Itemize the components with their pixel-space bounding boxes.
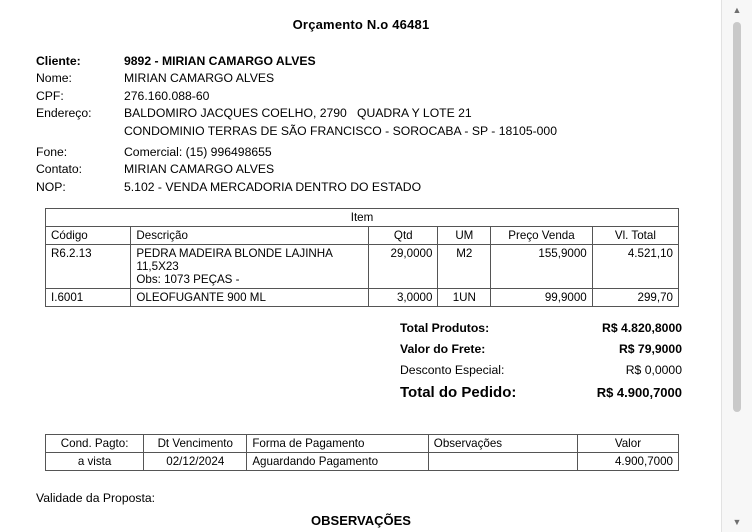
item-vl-total: 4.521,10 — [592, 245, 678, 289]
total-produtos-label: Total Produtos: — [400, 321, 490, 335]
item-descricao: PEDRA MADEIRA BLONDE LAJINHA 11,5X23 — [136, 247, 333, 273]
total-produtos-value: R$ 4.820,8000 — [602, 321, 682, 335]
customer-row-cliente — [36, 53, 557, 70]
item-descricao: OLEOFUGANTE 900 ML — [136, 291, 266, 304]
items-header-qtd: Qtd — [369, 227, 438, 245]
customer-label-nome: Nome: — [36, 71, 72, 86]
items-header-um: UM — [438, 227, 491, 245]
customer-label-endereco-2 — [36, 123, 124, 140]
total-produtos-row — [400, 321, 682, 335]
validade-proposta-label: Validade da Proposta: — [36, 491, 156, 505]
customer-row-endereco — [36, 105, 557, 122]
items-section-header-row — [46, 209, 679, 227]
items-table — [45, 208, 679, 307]
customer-label-contato: Contato: — [36, 162, 83, 177]
customer-value-nome: MIRIAN CAMARGO ALVES — [124, 71, 275, 86]
desconto-especial-label: Desconto Especial: — [400, 363, 505, 377]
payment-valor: 4.900,7000 — [577, 453, 678, 471]
items-column-header-row — [46, 227, 679, 245]
observacoes-title: OBSERVAÇÕES — [311, 513, 411, 528]
item-descricao-obs: Obs: 1073 PEÇAS - — [136, 273, 240, 286]
payment-header-valor: Valor — [577, 435, 678, 453]
item-codigo: I.6001 — [46, 289, 131, 307]
customer-value-cpf: 276.160.088-60 — [124, 88, 210, 103]
payment-cond-pagto: a vista — [46, 453, 144, 471]
payment-header-observacoes: Observações — [428, 435, 577, 453]
payment-dt-vencimento: 02/12/2024 — [144, 453, 247, 471]
scrollbar-thumb[interactable] — [733, 22, 741, 412]
item-um: 1UN — [438, 289, 491, 307]
item-preco-venda: 155,9000 — [491, 245, 593, 289]
totals-block — [400, 321, 682, 408]
customer-label-endereco: Endereço: — [36, 106, 92, 121]
item-preco-venda: 99,9000 — [491, 289, 593, 307]
valor-frete-value: R$ 79,9000 — [618, 342, 682, 356]
scroll-up-icon[interactable]: ▲ — [732, 5, 742, 15]
customer-value-cliente: 9892 - MIRIAN CAMARGO ALVES — [124, 54, 316, 68]
customer-label-cliente: Cliente: — [36, 54, 81, 68]
payment-header-dt-vencimento: Dt Vencimento — [144, 435, 247, 453]
payment-header-cond-pagto: Cond. Pagto: — [46, 435, 144, 453]
customer-row-cpf — [36, 88, 557, 105]
valor-frete-row — [400, 342, 682, 356]
customer-value-contato: MIRIAN CAMARGO ALVES — [124, 162, 275, 177]
table-row — [46, 453, 679, 471]
item-vl-total: 299,70 — [592, 289, 678, 307]
customer-value-endereco-2: CONDOMINIO TERRAS DE SÃO FRANCISCO - SOROCABA - SP - 18105-000 — [124, 123, 557, 138]
items-section-title: Item — [46, 209, 679, 227]
total-pedido-row — [400, 384, 682, 401]
customer-row-endereco-2 — [36, 123, 557, 140]
customer-value-nop: 5.102 - VENDA MERCADORIA DENTRO DO ESTADO — [124, 179, 422, 194]
item-um: M2 — [438, 245, 491, 289]
item-qtd: 3,0000 — [369, 289, 438, 307]
items-header-codigo: Código — [46, 227, 131, 245]
customer-value-endereco: BALDOMIRO JACQUES COELHO, 2790 QUADRA Y LOTE 21 — [124, 106, 472, 121]
page-title: Orçamento N.o 46481 — [292, 17, 430, 32]
scroll-down-icon[interactable]: ▼ — [732, 517, 742, 527]
item-qtd: 29,0000 — [369, 245, 438, 289]
total-pedido-label: Total do Pedido: — [400, 384, 517, 401]
customer-row-nop — [36, 179, 557, 196]
customer-label-fone: Fone: — [36, 145, 68, 160]
customer-label-nop: NOP: — [36, 179, 66, 194]
payment-header-forma-pagamento: Forma de Pagamento — [247, 435, 428, 453]
items-header-preco-venda: Preço Venda — [491, 227, 593, 245]
customer-info-block — [36, 53, 557, 196]
total-pedido-value: R$ 4.900,7000 — [596, 385, 682, 400]
table-row — [46, 289, 679, 307]
customer-row-contato — [36, 161, 557, 178]
item-descricao-cell — [131, 289, 369, 307]
table-row — [46, 245, 679, 289]
customer-value-fone: Comercial: (15) 996498655 — [124, 145, 272, 160]
item-codigo: R6.2.13 — [46, 245, 131, 289]
valor-frete-label: Valor do Frete: — [400, 342, 486, 356]
customer-row-nome — [36, 70, 557, 87]
payment-observacoes — [428, 453, 577, 471]
payment-forma-pagamento: Aguardando Pagamento — [247, 453, 428, 471]
vertical-scrollbar[interactable] — [721, 0, 752, 532]
payment-table — [45, 434, 679, 471]
desconto-especial-value: R$ 0,0000 — [625, 363, 682, 377]
payment-header-row — [46, 435, 679, 453]
customer-row-fone — [36, 144, 557, 161]
customer-label-cpf: CPF: — [36, 88, 64, 103]
items-header-descricao: Descrição — [131, 227, 369, 245]
item-descricao-cell — [131, 245, 369, 289]
desconto-especial-row — [400, 363, 682, 377]
items-header-vl-total: Vl. Total — [592, 227, 678, 245]
